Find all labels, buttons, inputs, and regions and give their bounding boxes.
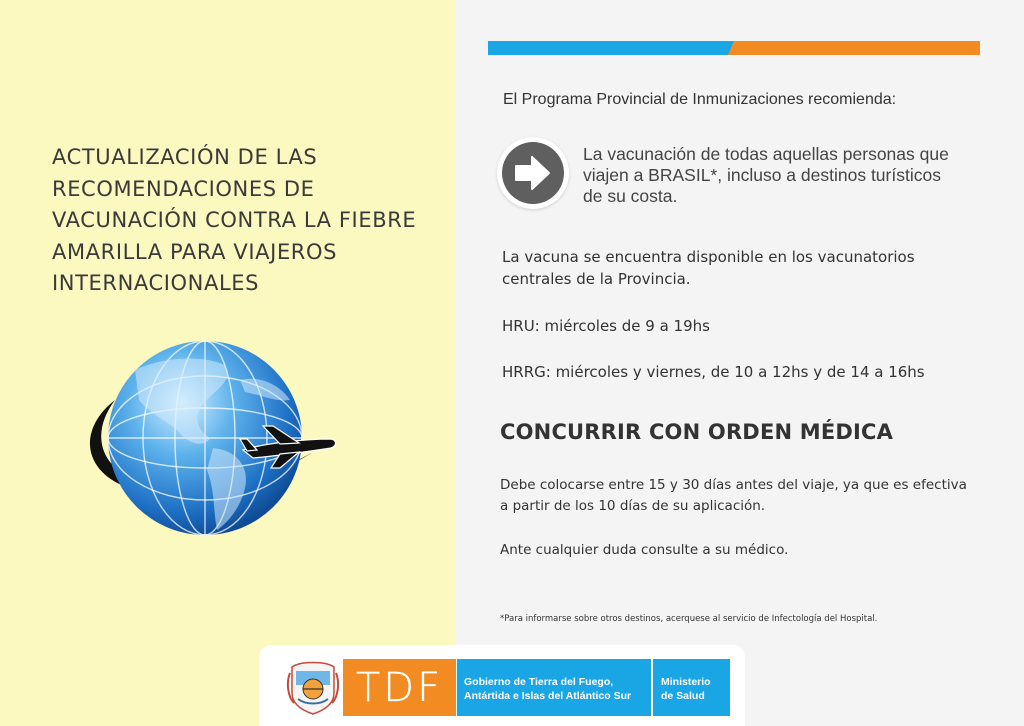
doubt-text: Ante cualquier duda consulte a su médico.: [500, 542, 789, 558]
globe-airplane-illustration: [75, 340, 345, 550]
brasil-recommendation: La vacunación de todas aquellas personas que viajen a BRASIL*, incluso a destinos turísticos de su costa.: [583, 144, 949, 206]
decorative-color-bar: [488, 41, 980, 55]
timing-text: Debe colocarse entre 15 y 30 días antes del viaje, ya que es efectiva a partir de los 10 días de su aplicación.: [500, 477, 967, 514]
tdf-logo: [343, 659, 456, 716]
footnote: *Para informarse sobre otros destinos, acerquese al servicio de Infectología del Hospital.: [500, 614, 878, 624]
page-title: ACTUALIZACIÓN DE LAS RECOMENDACIONES DE VACUNACIÓN CONTRA LA FIEBRE AMARILLA PARA VIAJEROS INTERNACIONALES: [52, 145, 417, 295]
government-line-1: Gobierno de Tierra del Fuego,: [464, 676, 614, 688]
ministry-name: [661, 675, 711, 703]
color-bar-blue: [488, 41, 736, 55]
ministry-line-2: de Salud: [661, 690, 705, 702]
order-heading: CONCURRIR CON ORDEN MÉDICA: [500, 420, 894, 444]
ministry-line-1: Ministerio: [661, 676, 711, 688]
tdf-label: TDF: [355, 664, 444, 711]
color-bar-orange: [728, 41, 980, 55]
intro-text: El Programa Provincial de Inmunizaciones recomienda:: [503, 91, 897, 108]
province-crest-icon: [286, 659, 340, 715]
hrrg-schedule: HRRG: miércoles y viernes, de 10 a 12hs y de 14 a 16hs: [502, 363, 925, 381]
hru-schedule: HRU: miércoles de 9 a 19hs: [502, 317, 710, 335]
banner-divider: [651, 659, 653, 716]
availability-text: La vacuna se encuentra disponible en los vacunatorios centrales de la Provincia.: [502, 248, 915, 288]
government-line-2: Antártida e Islas del Atlántico Sur: [464, 690, 632, 702]
government-name: [464, 675, 631, 703]
government-banner: [457, 659, 730, 716]
arrow-right-icon: [497, 137, 569, 209]
